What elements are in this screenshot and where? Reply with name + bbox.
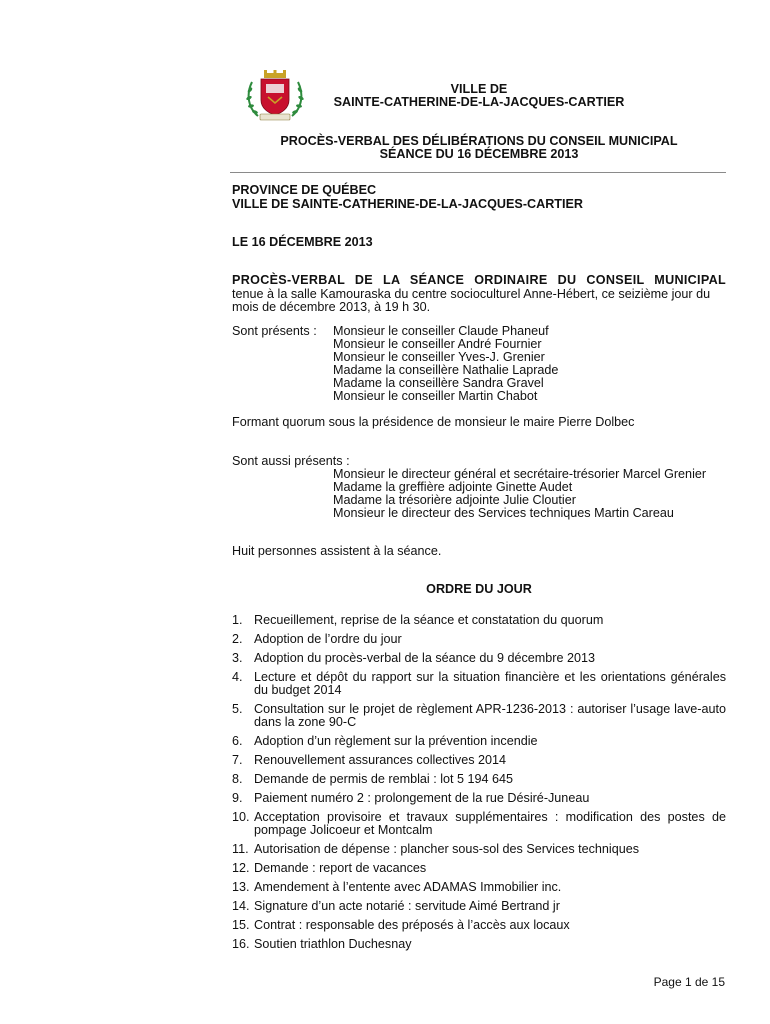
- meeting-date: LE 16 DÉCEMBRE 2013: [232, 235, 373, 249]
- also-present-member: Monsieur le directeur général et secrétaire-trésorier Marcel Grenier: [333, 467, 707, 481]
- agenda-item: [232, 792, 726, 805]
- also-present-members: [333, 468, 706, 520]
- header-divider: [230, 172, 726, 173]
- agenda-item-text: Adoption d’un règlement sur la prévention incendie: [254, 734, 538, 748]
- present-member: Monsieur le conseiller Martin Chabot: [333, 389, 538, 403]
- agenda-item: [232, 614, 726, 627]
- agenda-item-number: 15.: [232, 918, 250, 932]
- present-member: Madame la conseillère Nathalie Laprade: [333, 363, 559, 377]
- document-title-line2: SÉANCE DU 16 DÉCEMBRE 2013: [379, 147, 579, 161]
- agenda-item-number: 11.: [232, 842, 249, 856]
- agenda-list: [232, 614, 726, 957]
- agenda-item: [232, 754, 726, 767]
- agenda-item: [232, 735, 726, 748]
- attendance-statement: Huit personnes assistent à la séance.: [232, 544, 442, 558]
- document-title-line1: PROCÈS-VERBAL DES DÉLIBÉRATIONS DU CONSEIL MUNICIPAL: [280, 134, 678, 148]
- agenda-item-text: Autorisation de dépense : plancher sous-sol des Services techniques: [254, 842, 640, 856]
- agenda-item-text: Acceptation provisoire et travaux supplémentaires : modification des postes de pompage Jolicoeur et Montcalm: [254, 810, 726, 837]
- province-line: PROVINCE DE QUÉBEC: [232, 183, 377, 197]
- present-member: Madame la conseillère Sandra Gravel: [333, 376, 544, 390]
- agenda-item-text: Adoption de l’ordre du jour: [254, 632, 402, 646]
- city-line: VILLE DE SAINTE-CATHERINE-DE-LA-JACQUES-CARTIER: [232, 197, 583, 211]
- agenda-item-number: 12.: [232, 861, 250, 875]
- agenda-title: ORDRE DU JOUR: [426, 582, 532, 596]
- agenda-item: [232, 919, 726, 932]
- agenda-item-text: Lecture et dépôt du rapport sur la situation financière et les orientations générales du budget 2014: [254, 670, 726, 697]
- agenda-item-text: Demande de permis de remblai : lot 5 194 645: [254, 772, 514, 786]
- agenda-item-text: Contrat : responsable des préposés à l’accès aux locaux: [254, 918, 570, 932]
- also-present-member: Madame la trésorière adjointe Julie Cloutier: [333, 493, 576, 507]
- also-present-member: Monsieur le directeur des Services techniques Martin Careau: [333, 506, 674, 520]
- agenda-item-number: 4.: [232, 670, 243, 684]
- present-member: Monsieur le conseiller Yves-J. Grenier: [333, 350, 545, 364]
- agenda-item-number: 13.: [232, 880, 250, 894]
- agenda-item-text: Signature d’un acte notarié : servitude Aimé Bertrand jr: [254, 899, 560, 913]
- agenda-item: [232, 652, 726, 665]
- page-number: Page 1 de 15: [653, 975, 725, 989]
- agenda-item-number: 9.: [232, 791, 243, 805]
- quorum-statement: Formant quorum sous la présidence de monsieur le maire Pierre Dolbec: [232, 415, 635, 429]
- present-member: Monsieur le conseiller Claude Phaneuf: [333, 324, 549, 338]
- agenda-item-number: 16.: [232, 937, 250, 951]
- city-heading-line1: VILLE DE: [450, 82, 508, 96]
- agenda-item-text: Paiement numéro 2 : prolongement de la rue Désiré-Juneau: [254, 791, 590, 805]
- agenda-item: [232, 703, 726, 729]
- agenda-item: [232, 633, 726, 646]
- agenda-item: [232, 773, 726, 786]
- agenda-item-number: 8.: [232, 772, 243, 786]
- document-title: [232, 135, 726, 161]
- agenda-item: [232, 671, 726, 697]
- agenda-item-number: 3.: [232, 651, 243, 665]
- agenda-item: [232, 938, 726, 951]
- agenda-item-text: Recueillement, reprise de la séance et constatation du quorum: [254, 613, 604, 627]
- agenda-item-text: Adoption du procès-verbal de la séance du 9 décembre 2013: [254, 651, 595, 665]
- city-heading: [232, 83, 726, 109]
- agenda-item-number: 10.: [232, 810, 250, 824]
- agenda-item-text: Amendement à l’entente avec ADAMAS Immobilier inc.: [254, 880, 562, 894]
- session-block: [232, 274, 726, 314]
- agenda-item-text: Renouvellement assurances collectives 2014: [254, 753, 507, 767]
- session-subtitle: tenue à la salle Kamouraska du centre socioculturel Anne-Hébert, ce seizième jour du mois de décembre 2013, à 19 h 30.: [232, 287, 711, 314]
- also-present-member: Madame la greffière adjointe Ginette Audet: [333, 480, 573, 494]
- agenda-item-text: Consultation sur le projet de règlement APR-1236-2013 : autoriser l’usage lave-auto dans la zone 90-C: [254, 702, 726, 729]
- agenda-item: [232, 811, 726, 837]
- agenda-item-text: Soutien triathlon Duchesnay: [254, 937, 412, 951]
- agenda-item-number: 1.: [232, 613, 243, 627]
- present-label: Sont présents :: [232, 324, 317, 338]
- present-members: [333, 325, 558, 403]
- agenda-item-number: 5.: [232, 702, 243, 716]
- agenda-item: [232, 843, 726, 856]
- agenda-item-text: Demande : report de vacances: [254, 861, 427, 875]
- present-member: Monsieur le conseiller André Fournier: [333, 337, 542, 351]
- city-heading-line2: SAINTE-CATHERINE-DE-LA-JACQUES-CARTIER: [333, 95, 625, 109]
- agenda-item-number: 6.: [232, 734, 243, 748]
- session-title: PROCÈS-VERBAL DE LA SÉANCE ORDINAIRE DU CONSEIL MUNICIPAL: [232, 273, 726, 287]
- also-present-label: Sont aussi présents :: [232, 454, 350, 468]
- province-block: [232, 184, 583, 212]
- agenda-item: [232, 862, 726, 875]
- agenda-item-number: 14.: [232, 899, 250, 913]
- agenda-item: [232, 900, 726, 913]
- agenda-item: [232, 881, 726, 894]
- agenda-item-number: 7.: [232, 753, 243, 767]
- agenda-item-number: 2.: [232, 632, 243, 646]
